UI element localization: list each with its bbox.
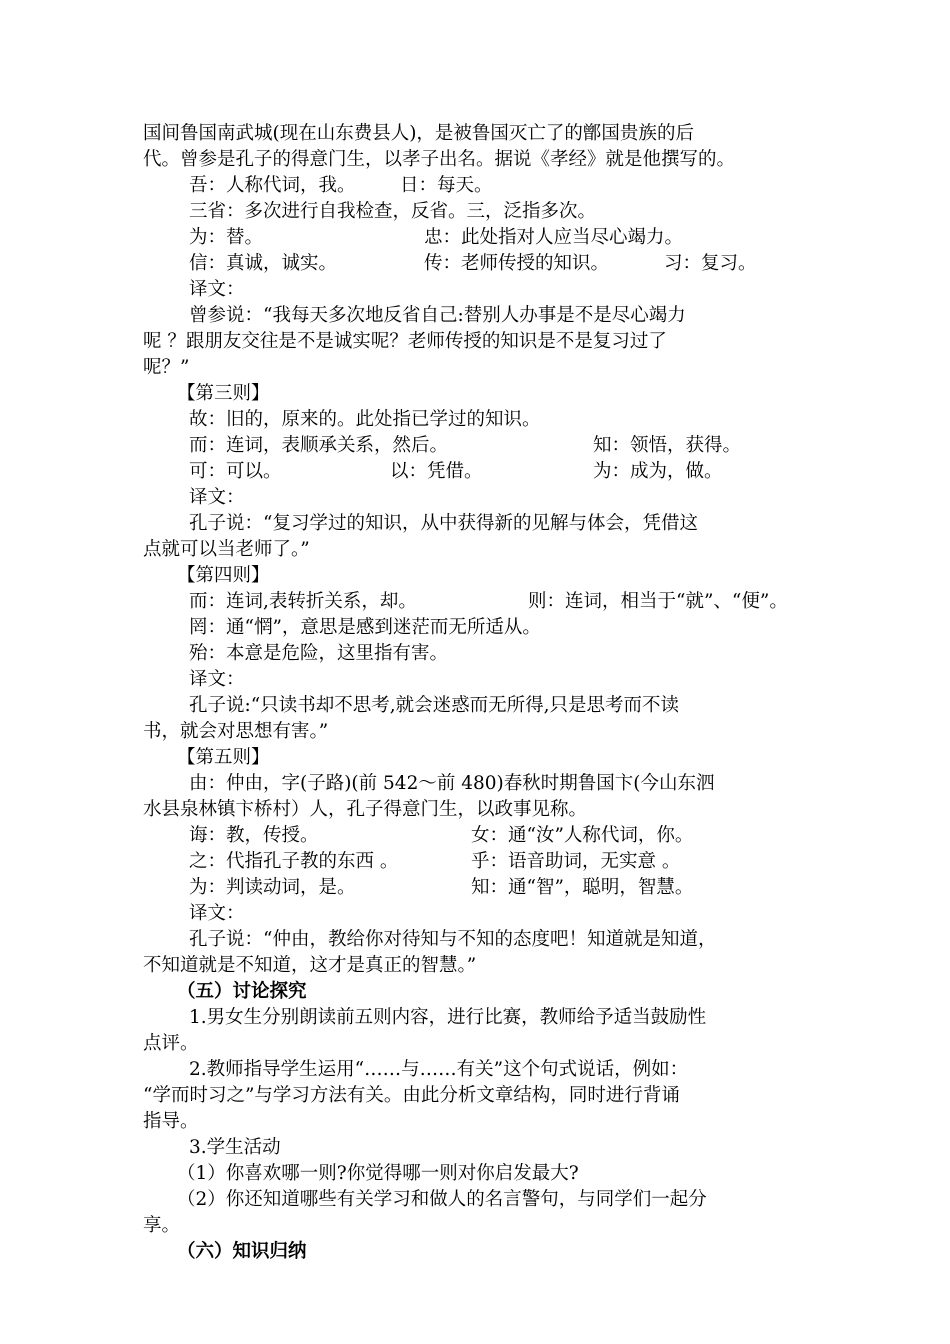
text-line: 2.教师指导学生运用“……与……有关”这个句式说话，例如： — [189, 1059, 689, 1080]
gloss-wei-cheng: 为：成为，做。 — [593, 461, 723, 482]
text-line: 3.学生活动 — [189, 1137, 281, 1158]
gloss-nv: 女：通“汝”人称代词，你。 — [471, 825, 694, 846]
gloss-wei-pan: 为：判读动词，是。 — [189, 877, 356, 898]
text-line: 由：仲由，字(子路)(前 542～前 480)春秋时期鲁国卞(今山东泗 — [189, 773, 715, 794]
gloss-wang: 罔：通“惘”，意思是感到迷茫而无所适从。 — [189, 617, 541, 638]
translation-label: 译文： — [189, 279, 245, 300]
gloss-zhi-zhi: 知：通“智”，聪明，智慧。 — [471, 877, 694, 898]
translation-label: 译文： — [189, 669, 245, 690]
text-line: 呢 ？跟朋友交往是不是诚实呢？老师传授的知识是不是复习过了 — [143, 331, 667, 352]
gloss-er-shun: 而：连词，表顺承关系，然后。 — [189, 435, 449, 456]
text-line: 呢？” — [143, 357, 190, 378]
text-line: 孔子说:“只读书却不思考,就会迷惑而无所得,只是思考而不读 — [189, 695, 679, 716]
text-line: 点就可以当老师了。” — [143, 539, 310, 560]
gloss-zhong: 忠：此处指对人应当尽心竭力。 — [424, 227, 684, 248]
gloss-xi: 习：复习。 — [664, 253, 757, 274]
section-heading: 【第五则】 — [177, 747, 270, 768]
text-line: 国间鲁国南武城(现在山东费县人)，是被鲁国灭亡了的鄫国贵族的后 — [143, 123, 694, 144]
section-heading: 【第四则】 — [177, 565, 270, 586]
gloss-yi: 以：凭借。 — [390, 461, 483, 482]
text-line: 孔子说：“仲由，教给你对待知与不知的态度吧！知道就是知道， — [189, 929, 717, 950]
gloss-chuan: 传：老师传授的知识。 — [424, 253, 610, 274]
text-line: 享。 — [143, 1215, 181, 1236]
gloss-hui: 诲：教，传授。 — [189, 825, 319, 846]
text-line: 水县泉林镇卞桥村）人，孔子得意门生，以政事见称。 — [143, 799, 588, 820]
translation-label: 译文： — [189, 487, 245, 508]
gloss-wu: 吾：人称代词，我。 — [189, 175, 356, 196]
gloss-hu: 乎：语音助词，无实意 。 — [471, 851, 681, 872]
gloss-dai: 殆：本意是危险，这里指有害。 — [189, 643, 449, 664]
gloss-zhi-dai: 之：代指孔子教的东西 。 — [189, 851, 399, 872]
gloss-wei-ti: 为：替。 — [189, 227, 264, 248]
gloss-ke: 可：可以。 — [189, 461, 282, 482]
gloss-ze: 则：连词，相当于“就”、“便”。 — [528, 591, 788, 612]
text-line: 孔子说：“复习学过的知识，从中获得新的见解与体会，凭借这 — [189, 513, 698, 534]
translation-label: 译文： — [189, 903, 245, 924]
text-line: “学而时习之”与学习方法有关。由此分析文章结构，同时进行背诵 — [143, 1085, 680, 1106]
text-line: 指导。 — [143, 1111, 199, 1132]
text-line: 书，就会对思想有害。” — [143, 721, 329, 742]
section-heading: 【第三则】 — [177, 383, 270, 404]
gloss-ri: 日：每天。 — [400, 175, 493, 196]
gloss-sansheng: 三省：多次进行自我检查，反省。三，泛指多次。 — [189, 201, 597, 222]
text-line: 代。曾参是孔子的得意门生，以孝子出名。据说《孝经》就是他撰写的。 — [143, 149, 736, 170]
gloss-gu: 故：旧的，原来的。此处指已学过的知识。 — [189, 409, 541, 430]
gloss-er-zhuan: 而：连词,表转折关系，却。 — [189, 591, 417, 612]
section-title: （六）知识归纳 — [177, 1241, 307, 1262]
text-line: 点评。 — [143, 1033, 199, 1054]
section-title: （五）讨论探究 — [177, 981, 307, 1002]
text-line: 1.男女生分别朗读前五则内容，进行比赛，教师给予适当鼓励性 — [189, 1007, 707, 1028]
text-line: （2）你还知道哪些有关学习和做人的名言警句，与同学们一起分 — [177, 1189, 707, 1210]
text-line: （1）你喜欢哪一则?你觉得哪一则对你启发最大? — [177, 1163, 579, 1184]
text-line: 曾参说：“我每天多次地反省自己:替别人办事是不是尽心竭力 — [189, 305, 686, 326]
gloss-xin: 信：真诚，诚实。 — [189, 253, 338, 274]
gloss-zhi-ling: 知：领悟，获得。 — [593, 435, 742, 456]
text-line: 不知道就是不知道，这才是真正的智慧。” — [143, 955, 477, 976]
